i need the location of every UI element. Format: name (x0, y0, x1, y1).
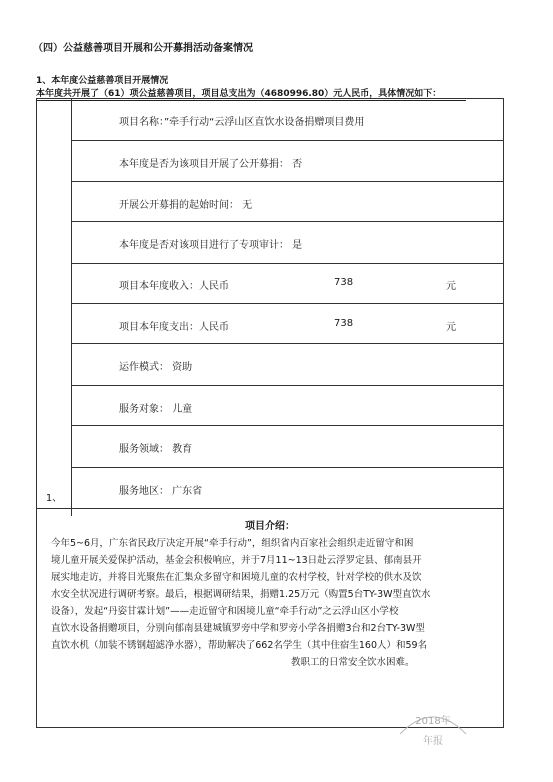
service-area-row (72, 468, 503, 508)
project-name-row (72, 99, 503, 141)
income-row (72, 264, 503, 304)
expense-label: 项目本年度支出：人民币 (119, 322, 229, 333)
operation-mode-row (72, 344, 503, 386)
intro-line: 展实地走访，并将目光聚焦在汇集众多留守和困境儿童的农村学校，针对学校的供水及饮 (51, 572, 422, 583)
service-target: 服务对象： 儿童 (119, 404, 193, 415)
income-label: 项目本年度收入：人民币 (119, 281, 229, 292)
expense-row (72, 304, 503, 344)
intro-line: 今年5~6月，广东省民政厅决定开展“牵手行动”，组织省内百家社会组织走近留守和困 (51, 538, 414, 549)
service-area: 服务地区： 广东省 (119, 486, 203, 497)
row-index: 1、 (45, 493, 63, 504)
income-value: 738 (334, 277, 354, 288)
public-fundraising-row (72, 141, 503, 182)
service-field: 服务领域： 教育 (119, 444, 193, 455)
annual-report-stamp (394, 704, 472, 756)
stamp-year: 2018年 (415, 716, 451, 727)
intro-line: 设备），发起“丹姿甘霖计划”——走近留守和困境儿童“牵手行动”之云浮山区小学校 (51, 606, 399, 617)
intro-line: 直饮水设备捐赠项目，分别向郁南县建城镇罗旁中学和罗旁小学各捐赠3台和2台TY-3W型 (51, 623, 425, 634)
project-summary: 本年度共开展了（61）项公益慈善项目，项目总支出为（4680996.80）元人民币，具体情况如下： (36, 86, 466, 101)
fundraising-start-row (72, 182, 503, 222)
project-table (36, 98, 504, 728)
fundraising-start: 开展公开募捐的起始时间： 无 (119, 200, 253, 211)
sub-title: 1、本年度公益慈善项目开展情况 (36, 76, 169, 86)
intro-line: 教职工的日常安全饮水困难。 (291, 657, 415, 668)
expense-value: 738 (334, 318, 354, 329)
income-unit: 元 (446, 281, 456, 292)
service-target-row (72, 386, 503, 426)
special-audit-row (72, 222, 503, 264)
intro-title: 项目介绍： (245, 521, 295, 532)
intro-line: 直饮水机（加装不锈钢超滤净水器），帮助解决了662名学生（其中住宿生160人）和59名 (51, 640, 428, 651)
intro-body (51, 535, 489, 671)
project-name: 项目名称：”牵手行动“云浮山区直饮水设备捐赠项目费用 (119, 117, 365, 128)
stamp-label: 年报 (423, 736, 443, 747)
service-field-row (72, 426, 503, 468)
expense-unit: 元 (446, 322, 456, 333)
section-title: （四）公益慈善项目开展和公开募捐活动备案情况 (33, 43, 253, 54)
intro-line: 水安全状况进行调研考察。最后，根据调研结果，捐赠1.25万元（购置5台TY-3W型直饮水 (51, 589, 431, 600)
operation-mode: 运作模式： 资助 (119, 362, 193, 373)
special-audit: 本年度是否对该项目进行了专项审计： 是 (119, 240, 303, 251)
intro-divider (37, 508, 503, 509)
public-fundraising: 本年度是否为该项目开展了公开募捐： 否 (119, 159, 303, 170)
intro-line: 境儿童开展关爱保护活动，基金会积极响应，并于7月11~13日赴云浮罗定县、郁南县开 (51, 555, 422, 566)
